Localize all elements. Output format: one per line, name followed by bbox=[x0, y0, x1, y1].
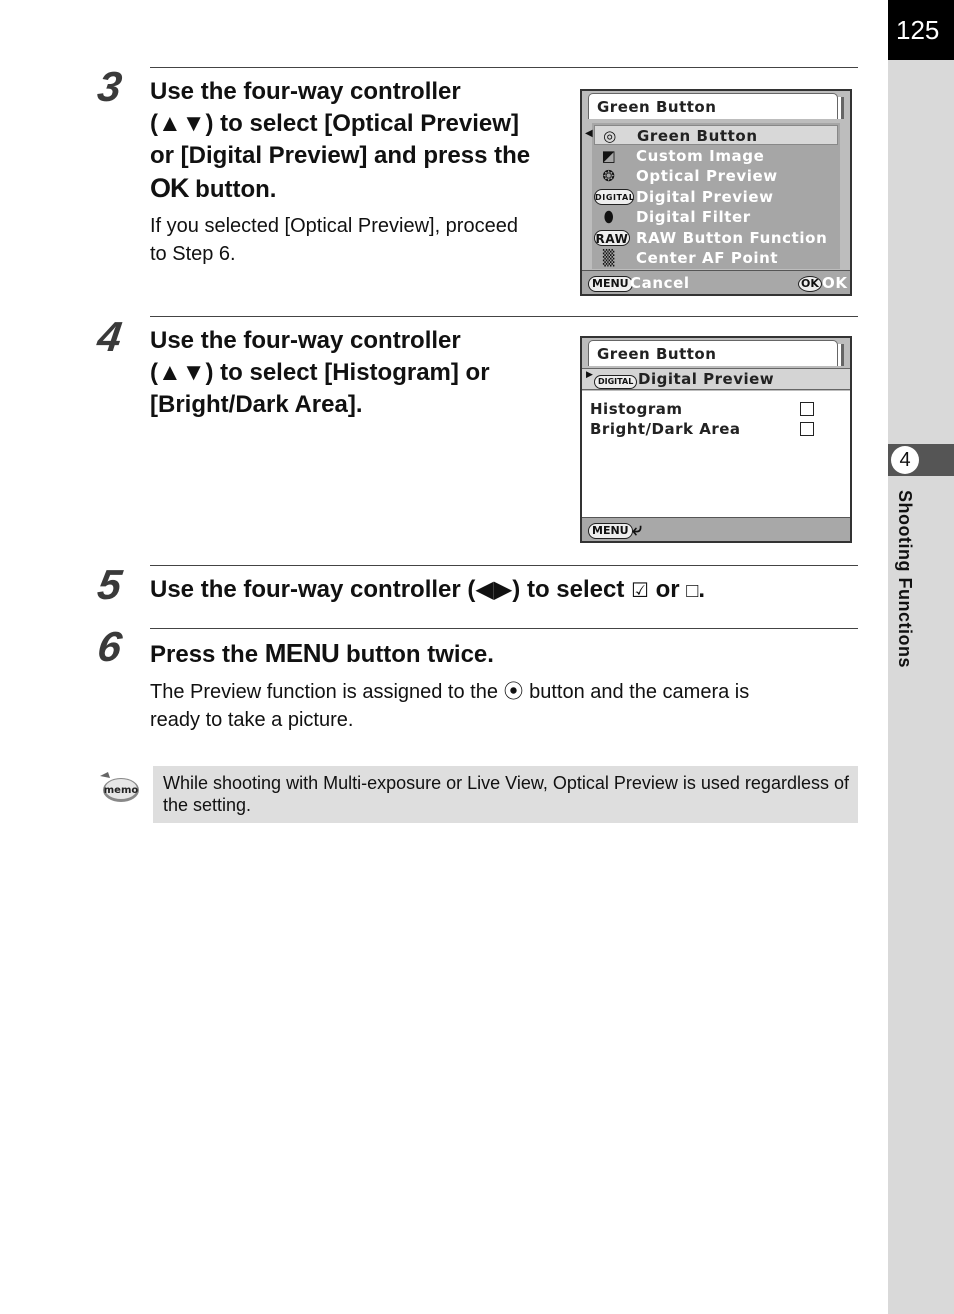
screen-title: Green Button bbox=[588, 93, 838, 119]
menu-item-label: Center AF Point bbox=[636, 249, 779, 267]
step-number: 5 bbox=[94, 561, 125, 608]
body-line: If you selected [Optical Preview], proceed bbox=[150, 215, 518, 237]
ok-label: OK bbox=[822, 274, 848, 292]
menu-item[interactable] bbox=[594, 166, 838, 186]
body-text: button and the camera is bbox=[523, 681, 750, 703]
screen-title: Green Button bbox=[588, 340, 838, 366]
body-text: The Preview function is assigned to the bbox=[150, 681, 504, 703]
step-divider bbox=[150, 628, 858, 629]
menu-item-label: Green Button bbox=[637, 127, 758, 145]
heading-text: Press the bbox=[150, 641, 265, 668]
step-number: 6 bbox=[94, 623, 125, 670]
heading-text: Use the four-way controller (◀▶) to select bbox=[150, 576, 631, 603]
memo-icon-label: memo bbox=[103, 785, 139, 796]
menu-item-label: RAW Button Function bbox=[636, 228, 828, 247]
tab-edge bbox=[838, 97, 844, 119]
memo-text: While shooting with Multi-exposure or Live View, Optical Preview is used regardless of the setting. bbox=[163, 773, 849, 815]
memo-box bbox=[153, 766, 858, 823]
step3-heading bbox=[150, 76, 570, 206]
menu-item[interactable] bbox=[594, 248, 838, 268]
menu-item-label: Custom Image bbox=[636, 146, 765, 165]
menu-item[interactable] bbox=[594, 125, 838, 145]
preview-button-icon: ⦿ bbox=[503, 681, 524, 703]
menu-item-label: Optical Preview bbox=[636, 167, 778, 185]
step5-heading bbox=[150, 574, 850, 607]
step-number: 4 bbox=[94, 313, 125, 360]
heading-line: Use the four-way controller bbox=[150, 327, 461, 354]
menu-item[interactable] bbox=[594, 187, 838, 207]
menu-item[interactable] bbox=[594, 207, 838, 227]
screen-footer bbox=[582, 270, 850, 294]
menu-key-icon: MENU bbox=[588, 276, 633, 292]
option-row[interactable] bbox=[590, 420, 820, 438]
step6-heading bbox=[150, 637, 850, 671]
heading-text: or bbox=[648, 576, 687, 603]
option-checkbox[interactable] bbox=[800, 422, 814, 436]
submenu-title: Digital Preview bbox=[638, 370, 775, 388]
camera-submenu-screen bbox=[580, 336, 852, 543]
step-divider bbox=[150, 316, 858, 317]
menu-item-icon: ⬮ bbox=[603, 208, 615, 226]
menu-item[interactable] bbox=[594, 146, 838, 166]
chapter-title: Shooting Functions bbox=[895, 490, 915, 668]
back-arrow-icon: ⤶ bbox=[632, 519, 643, 540]
menu-item-icon: ◎ bbox=[603, 127, 617, 145]
cancel-label: Cancel bbox=[630, 274, 690, 292]
chapter-number: 4 bbox=[891, 446, 919, 474]
menu-item-icon: ▒ bbox=[602, 249, 616, 267]
page-number: 125 bbox=[888, 0, 954, 60]
step-number: 3 bbox=[94, 63, 125, 110]
heading-text: button. bbox=[188, 176, 277, 203]
ok-key-icon: OK bbox=[798, 276, 822, 292]
menu-item-label: Digital Filter bbox=[636, 208, 751, 226]
screen-footer bbox=[582, 517, 850, 541]
menu-item-icon: ◩ bbox=[601, 146, 617, 165]
menu-key-icon: MENU bbox=[588, 523, 633, 539]
heading-line: or [Digital Preview] and press the bbox=[150, 142, 531, 169]
menu-item[interactable] bbox=[594, 228, 838, 248]
ok-button-glyph: OK bbox=[150, 173, 189, 203]
heading-line: (▲▼) to select [Histogram] or bbox=[150, 359, 490, 386]
step4-heading bbox=[150, 325, 570, 421]
digital-icon: DIGITAL bbox=[594, 375, 637, 389]
option-label: Histogram bbox=[590, 400, 683, 418]
heading-line bbox=[150, 172, 570, 206]
menu-item-icon: RAW bbox=[595, 231, 629, 246]
left-arrow-icon: ◀ bbox=[585, 128, 593, 139]
menu-item-icon: DIGITAL bbox=[594, 189, 634, 205]
heading-line: (▲▼) to select [Optical Preview] bbox=[150, 110, 519, 137]
heading-line: Use the four-way controller bbox=[150, 78, 461, 105]
step-divider bbox=[150, 565, 858, 566]
heading-line: [Bright/Dark Area]. bbox=[150, 391, 363, 418]
submenu-header bbox=[582, 368, 850, 390]
body-line bbox=[150, 678, 850, 706]
camera-menu-screen bbox=[580, 89, 852, 296]
step6-body bbox=[150, 678, 850, 734]
step3-body bbox=[150, 212, 570, 268]
right-arrow-icon: ▶ bbox=[586, 370, 593, 380]
step-divider bbox=[150, 67, 858, 68]
menu-item-icon: ❂ bbox=[602, 167, 616, 185]
menu-item-label: Digital Preview bbox=[636, 187, 774, 206]
option-label: Bright/Dark Area bbox=[590, 420, 741, 438]
heading-text: . bbox=[698, 576, 706, 603]
tab-edge bbox=[838, 344, 844, 366]
checked-box-icon: ☑ bbox=[631, 580, 649, 602]
body-line: ready to take a picture. bbox=[150, 709, 354, 731]
body-line: to Step 6. bbox=[150, 243, 236, 265]
menu-button-glyph: MENU bbox=[264, 638, 340, 668]
option-row[interactable] bbox=[590, 400, 820, 418]
heading-text: button twice. bbox=[339, 641, 494, 668]
option-checkbox[interactable] bbox=[800, 402, 814, 416]
empty-box-icon: □ bbox=[686, 580, 699, 602]
memo-icon bbox=[98, 770, 140, 806]
